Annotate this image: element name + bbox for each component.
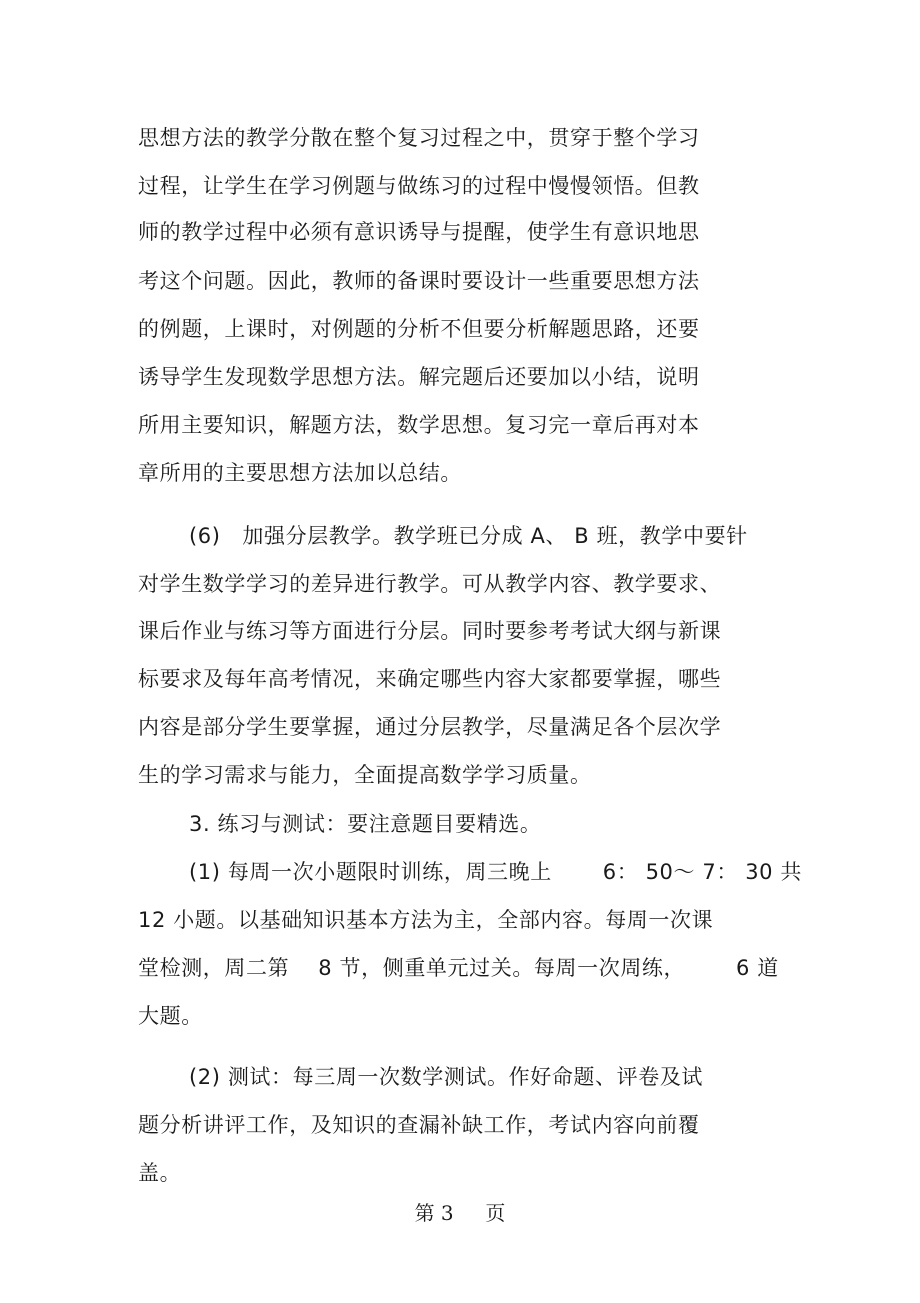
text-line: 师的教学过程中必须有意识诱导与提醒，使学生有意识地思 bbox=[138, 220, 700, 244]
section-heading: 3. 练习与测试：要注意题目要精选。 bbox=[189, 812, 542, 836]
text-line: 题分析讲评工作，及知识的查漏补缺工作，考试内容向前覆 bbox=[138, 1113, 700, 1137]
text-line: 堂检测，周二第 8 节，侧重单元过关。每周一次周练， 6 道 bbox=[138, 956, 779, 980]
text-line: 盖。 bbox=[138, 1161, 182, 1185]
text-line: 过程，让学生在学习例题与做练习的过程中慢慢领悟。但教 bbox=[138, 174, 700, 198]
text-line: 对学生数学学习的差异进行教学。可从教学内容、教学要求、 bbox=[138, 572, 722, 596]
page-number: 第 3 页 bbox=[414, 1201, 506, 1225]
text-line: 内容是部分学生要掌握，通过分层教学，尽量满足各个层次学 bbox=[138, 715, 722, 739]
text-line: 的例题，上课时，对例题的分析不但要分析解题思路，还要 bbox=[138, 317, 700, 341]
text-line: 思想方法的教学分散在整个复习过程之中，贯穿于整个学习 bbox=[138, 126, 700, 150]
paragraph-first-line: (6) 加强分层教学。教学班已分成 A、 B 班，教学中要针 bbox=[189, 524, 748, 548]
text-line: 章所用的主要思想方法加以总结。 bbox=[138, 461, 462, 485]
text-line: 标要求及每年高考情况，来确定哪些内容大家都要掌握，哪些 bbox=[138, 667, 722, 691]
text-line: 大题。 bbox=[138, 1004, 203, 1028]
text-line: 12 小题。以基础知识基本方法为主，全部内容。每周一次课 bbox=[138, 908, 714, 932]
text-line: 所用主要知识，解题方法，数学思想。复习完一章后再对本 bbox=[138, 413, 700, 437]
text-line: 考这个问题。因此，教师的备课时要设计一些重要思想方法 bbox=[138, 269, 700, 293]
text-line: 课后作业与练习等方面进行分层。同时要参考考试大纲与新课 bbox=[138, 619, 722, 643]
paragraph-first-line: (2) 测试：每三周一次数学测试。作好命题、评卷及试 bbox=[189, 1065, 704, 1089]
paragraph-first-line: (1) 每周一次小题限时训练，周三晚上 6： 50～ 7： 30 共 bbox=[189, 860, 803, 884]
text-line: 生的学习需求与能力，全面提高数学学习质量。 bbox=[138, 763, 592, 787]
text-line: 诱导学生发现数学思想方法。解完题后还要加以小结，说明 bbox=[138, 365, 700, 389]
